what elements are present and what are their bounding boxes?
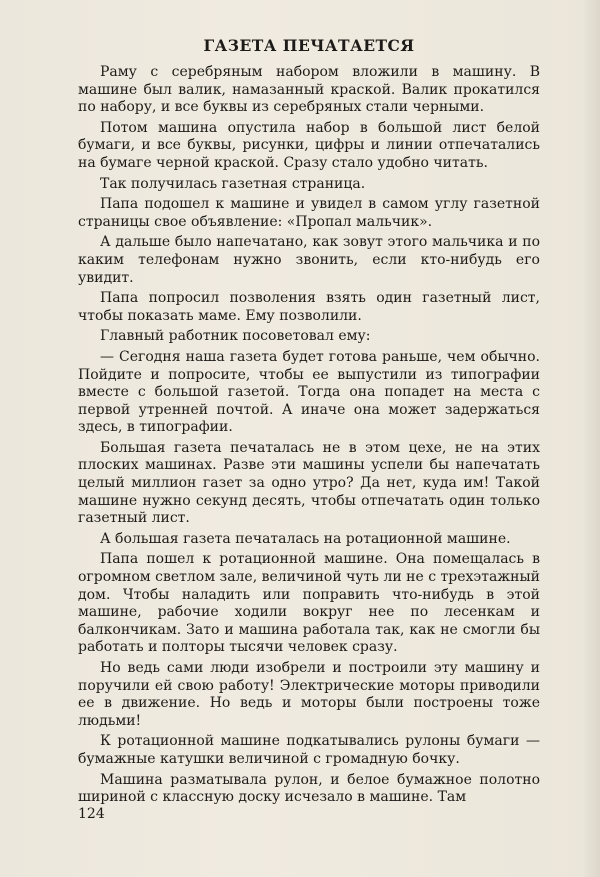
page-number: 124 bbox=[78, 806, 105, 822]
paragraph: Большая газета печаталась не в этом цехе, не на этих плоских машинах. Разве эти машины успели бы напечатать целый миллион газет за одно утро? Да нет, куда им! Такой машине нужно секунд десять, чтобы отпечатать один только газетный лист. bbox=[78, 439, 540, 527]
paragraph: — Сегодня наша газета будет готова раньше, чем обычно. Пойдите и попросите, чтобы ее выпустили из типографии вместе с большой газетой. Тогда она попадет на места с первой утренней почтой. А иначе она может задержаться здесь, в типографии. bbox=[78, 348, 540, 436]
paragraph: Раму с серебряным набором вложили в машину. В машине был валик, намазанный краской. Валик прокатился по набору, и все буквы из серебряных стали черными. bbox=[78, 64, 540, 116]
paragraph: А большая газета печаталась на ротационной машине. bbox=[100, 530, 511, 547]
paragraph: Папа пошел к ротационной машине. Она помещалась в огромном светлом зале, величиной чуть ли не с трехэтажный дом. Чтобы наладить или поправить что-нибудь в этой машине, рабочие ходили вокруг нее по лесенкам и балкончикам. Зато и машина работала так, как не смогли бы работать и полторы тысячи человек сразу. bbox=[78, 551, 540, 656]
paragraph: А дальше было напечатано, как зовут этого мальчика и по каким телефонам нужно звонить, если кто-нибудь его увидит. bbox=[78, 234, 540, 286]
paragraph: К ротационной машине подкатывались рулоны бумаги — бумажные катушки величиной с громадную бочку. bbox=[78, 733, 540, 767]
paragraph: Папа подошел к машине и увидел в самом углу газетной страницы свое объявление: «Пропал мальчик». bbox=[78, 196, 540, 230]
paragraph: Главный работник посоветовал ему: bbox=[100, 328, 371, 345]
paragraph: Так получилась газетная страница. bbox=[100, 175, 366, 192]
chapter-title: ГАЗЕТА ПЕЧАТАЕТСЯ bbox=[203, 36, 415, 55]
paragraph: Потом машина опустила набор в большой лист белой бумаги, и все буквы, рисунки, цифры и линии отпечатались на бумаге черной краской. Сразу стало удобно читать. bbox=[78, 119, 540, 171]
paragraph: Но ведь сами люди изобрели и построили эту машину и поручили ей свою работу! Электрические моторы приводили ее в движение. Но ведь и моторы были построены тоже людьми! bbox=[78, 660, 540, 729]
paragraph: Папа попросил позволения взять один газетный лист, чтобы показать маме. Ему позволили. bbox=[78, 290, 540, 324]
body-text bbox=[78, 64, 540, 807]
paragraph: Машина разматывала рулон, и белое бумажное полотно шириной с классную доску исчезало в машине. Там bbox=[78, 771, 540, 806]
